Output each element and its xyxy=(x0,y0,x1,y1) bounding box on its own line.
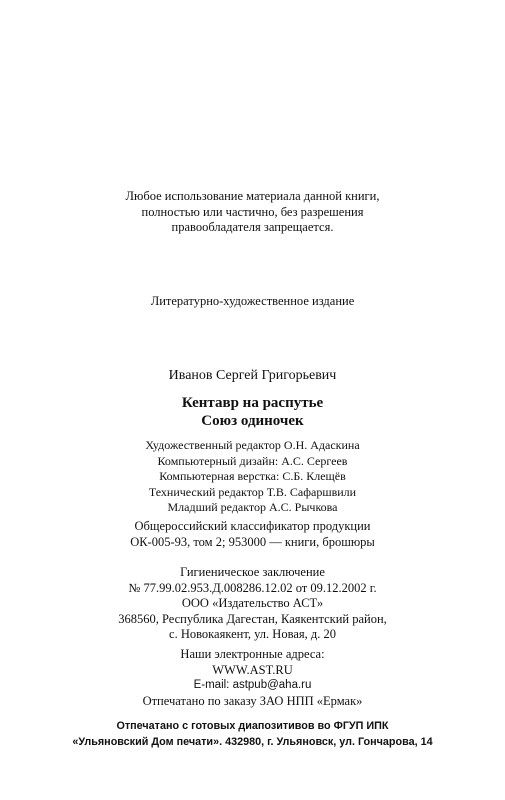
website-link[interactable]: WWW.AST.RU xyxy=(212,662,293,677)
hygiene-certificate xyxy=(0,565,505,596)
printed-to-order xyxy=(0,694,505,710)
printer-info-line: Отпечатано с готовых диапозитивов во ФГУП ИПК xyxy=(116,720,389,732)
classifier-line: Общероссийский классификатор продукции xyxy=(134,519,371,533)
publisher-address-line: с. Новокаякент, ул. Новая, д. 20 xyxy=(169,627,336,641)
staff-computer-design: Компьютерный дизайн: А.С. Сергеев xyxy=(157,453,348,468)
publisher-address-line: 368560, Республика Дагестан, Каякентский район, xyxy=(118,611,387,626)
book-title-line-2: Союз одиночек xyxy=(201,413,304,429)
publisher-name: ООО «Издательство АСТ» xyxy=(181,596,324,610)
staff-layout: Компьютерная верстка: С.Б. Клещёв xyxy=(159,469,346,484)
author-name: Иванов Сергей Григорьевич xyxy=(168,368,337,383)
hygiene-line: № 77.99.02.953.Д.008286.12.02 от 09.12.2002 г. xyxy=(128,580,377,595)
book-title xyxy=(0,394,505,430)
printer-info-line: «Ульяновский Дом печати». 432980, г. Ульяновск, ул. Гончарова, 14 xyxy=(72,736,433,748)
classifier-line: ОК-005-93, том 2; 953000 — книги, брошюры xyxy=(130,534,375,549)
copyright-notice-line: полностью или частично, без разрешения xyxy=(141,204,364,219)
printed-to-order-text: Отпечатано по заказу ЗАО НПП «Ермак» xyxy=(142,694,363,708)
copyright-notice xyxy=(0,189,505,236)
edition-type xyxy=(0,294,505,310)
copyright-notice-line: Любое использование материала данной книги, xyxy=(125,189,380,203)
editorial-staff xyxy=(0,438,505,516)
email-link[interactable]: E-mail: astpub@aha.ru xyxy=(193,679,312,691)
author xyxy=(0,367,505,384)
staff-art-editor: Художественный редактор О.Н. Адаскина xyxy=(145,438,360,452)
product-classifier xyxy=(0,519,505,550)
printer-info xyxy=(0,718,505,750)
hygiene-line: Гигиеническое заключение xyxy=(180,565,325,579)
staff-junior-editor: Младший редактор А.С. Рычкова xyxy=(167,500,338,515)
copyright-notice-line: правообладателя запрещается. xyxy=(171,220,334,234)
book-title-line-1: Кентавр на распутье xyxy=(181,395,324,411)
staff-technical-editor: Технический редактор Т.В. Сафаршвили xyxy=(148,484,357,499)
publisher-address xyxy=(0,596,505,643)
contacts xyxy=(0,647,505,694)
contacts-label: Наши электронные адреса: xyxy=(180,647,325,661)
edition-type-text: Литературно-художественное издание xyxy=(150,294,355,308)
